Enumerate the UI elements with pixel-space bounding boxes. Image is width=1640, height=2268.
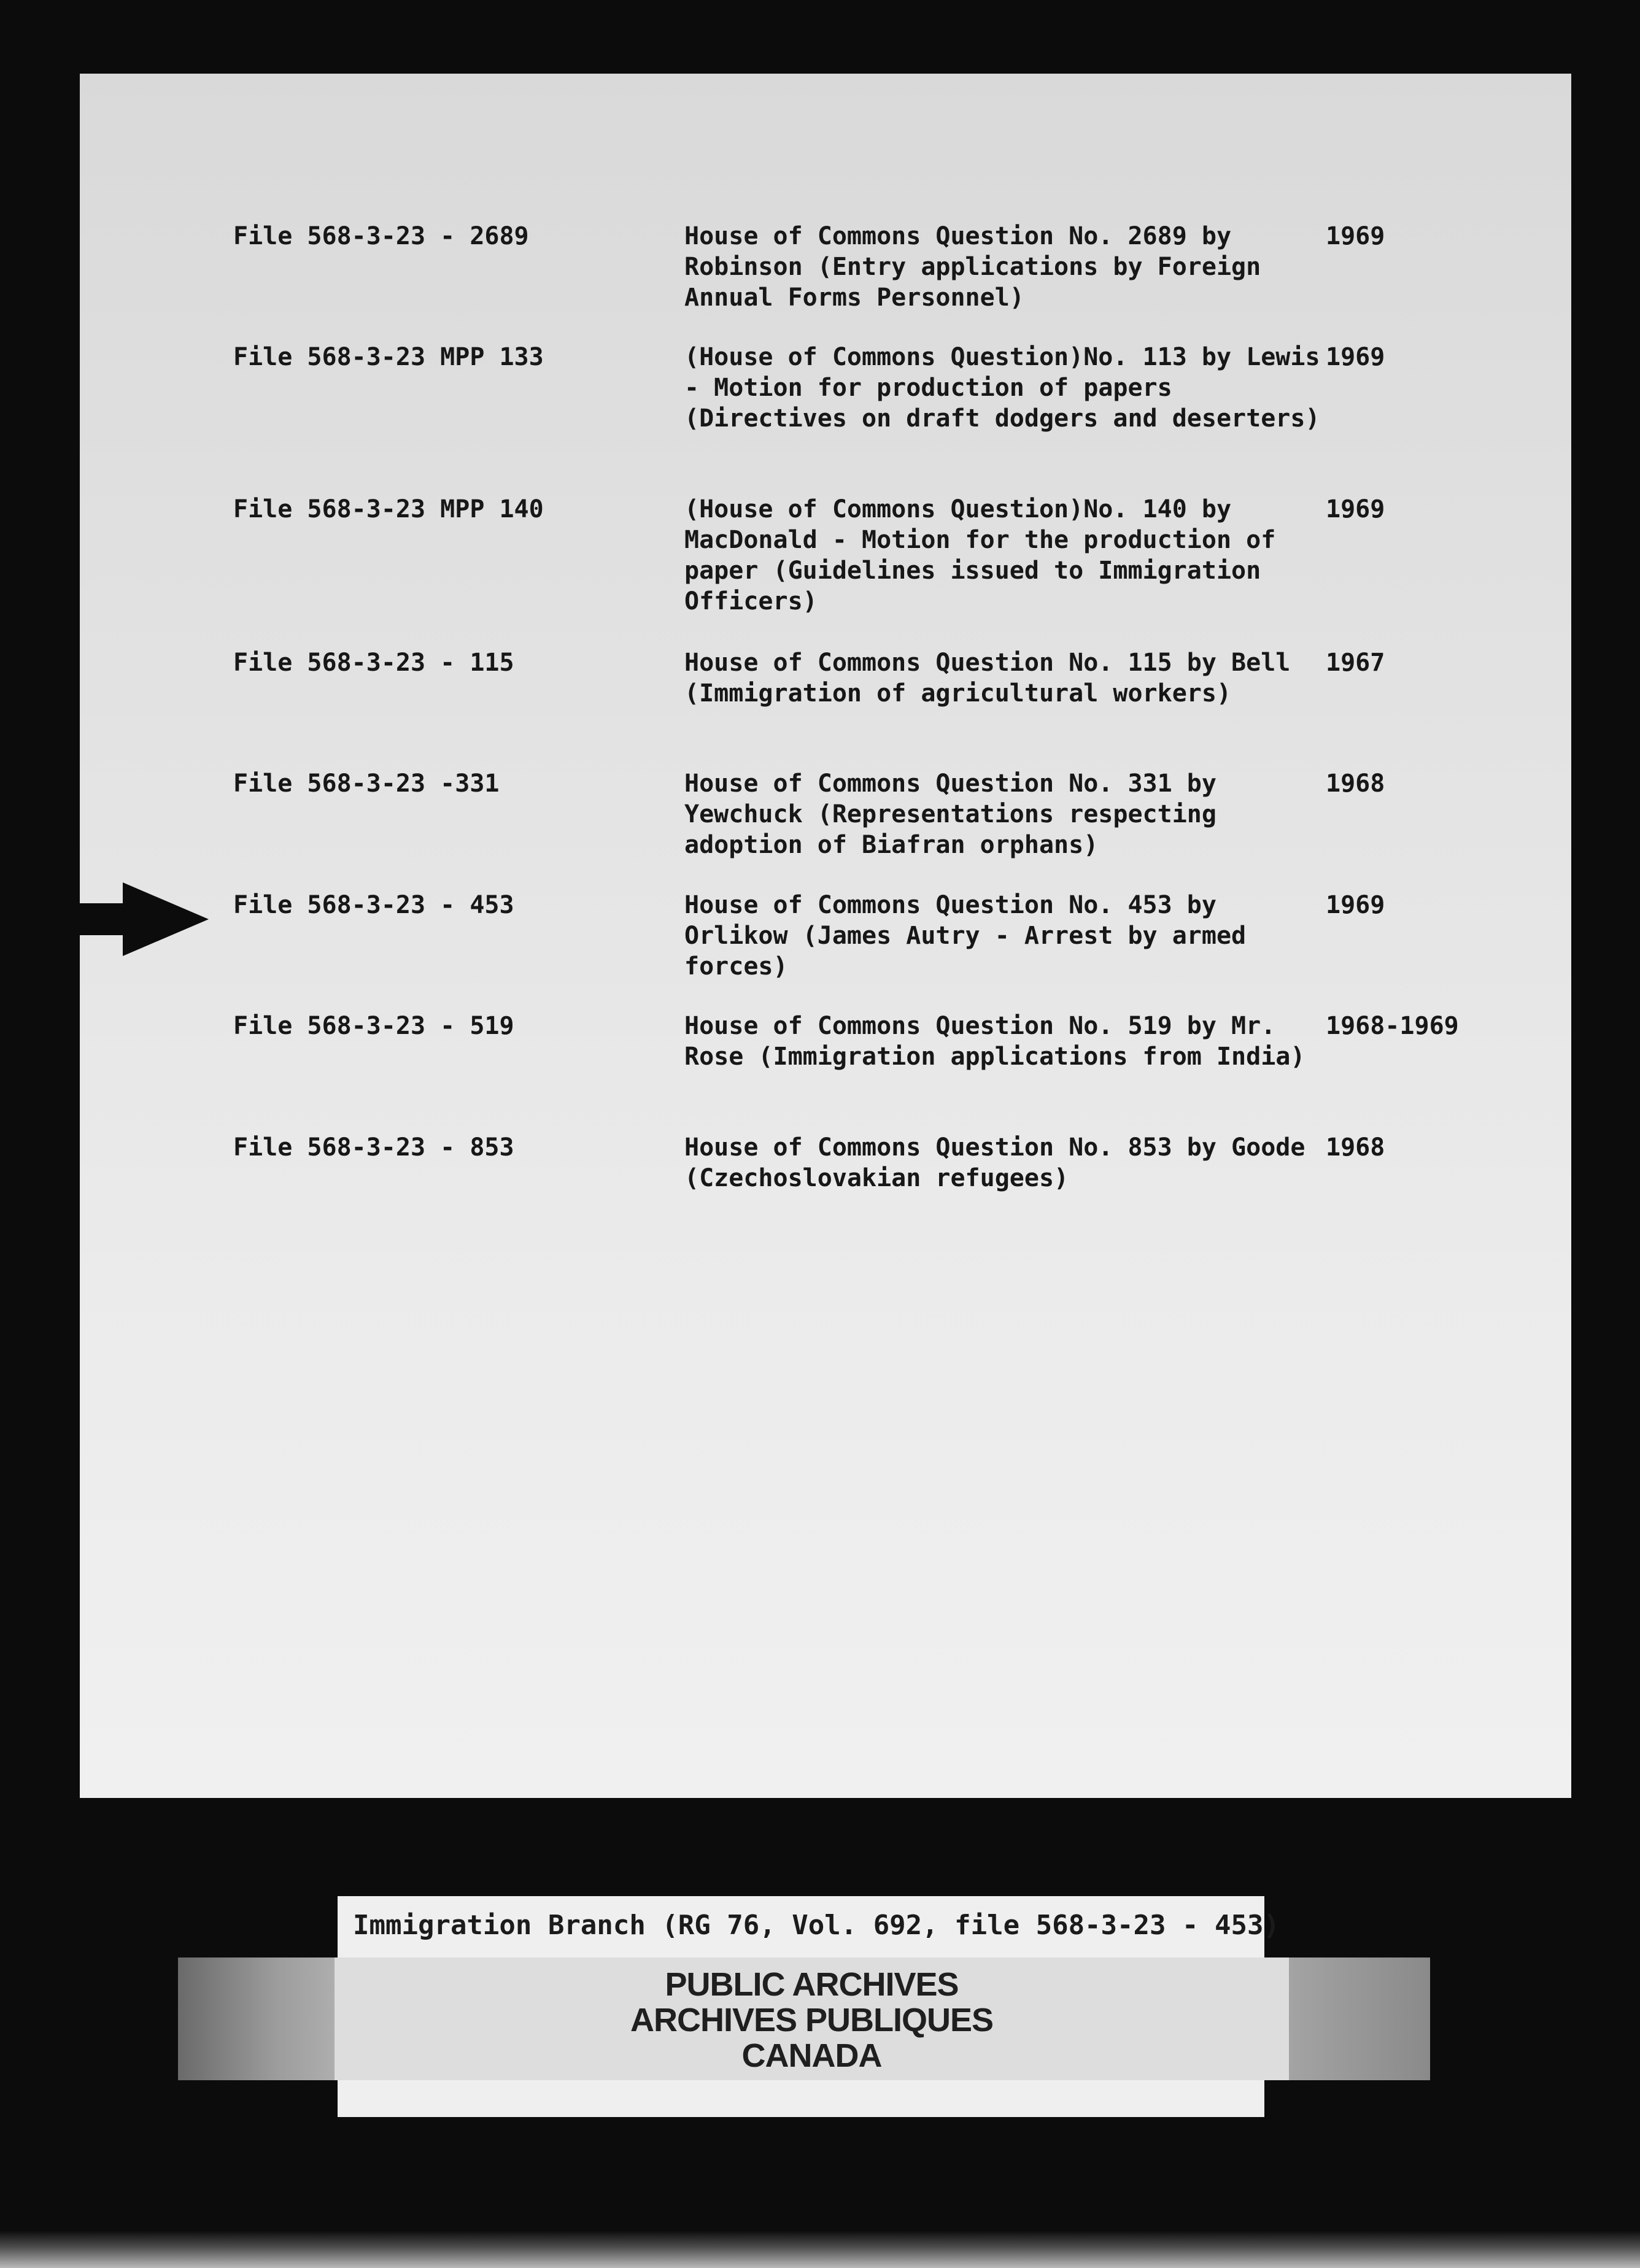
entry-year: 1968-1969 [1326,1012,1459,1040]
entry-description: House of Commons Question No. 453 by Orlikow (James Autry - Arrest by armed forces) [684,891,1247,981]
file-reference: File 568-3-23 MPP 140 [233,495,544,523]
stamp-line-3: CANADA [741,2037,882,2074]
file-reference: File 568-3-23 MPP 133 [233,343,544,371]
entry-description: (House of Commons Question)No. 113 by Lewis - Motion for production of papers (Directives on draft dodgers and deserters) [684,343,1320,433]
archives-stamp [335,1958,1289,2080]
entry-year: 1967 [1326,649,1385,677]
entry-year: 1969 [1326,891,1385,919]
stamp-line-1: PUBLIC ARCHIVES [665,1966,959,2003]
file-reference: File 568-3-23 - 453 [233,891,514,919]
document-page [80,74,1571,1798]
archive-caption: Immigration Branch (RG 76, Vol. 692, file 568-3-23 - 453) [353,1910,1280,1941]
entry-description: House of Commons Question No. 2689 by Robinson (Entry applications by Foreign Annual Forms Personnel) [684,222,1261,312]
entry-year: 1969 [1326,495,1385,523]
entry-description: (House of Commons Question)No. 140 by MacDonald - Motion for the production of paper (Guidelines issued to Immigration Officers) [684,495,1276,615]
file-reference: File 568-3-23 - 519 [233,1012,514,1040]
bottom-edge [0,2231,1640,2268]
pointer-arrow-icon [0,882,209,956]
file-reference: File 568-3-23 - 853 [233,1133,514,1162]
file-reference: File 568-3-23 - 2689 [233,222,529,250]
entry-description: House of Commons Question No. 115 by Bell (Immigration of agricultural workers) [684,649,1291,708]
entry-year: 1968 [1326,1133,1385,1162]
entry-description: House of Commons Question No. 853 by Goode (Czechoslovakian refugees) [684,1133,1305,1192]
entry-year: 1969 [1326,222,1385,250]
entry-year: 1968 [1326,770,1385,798]
file-reference: File 568-3-23 - 115 [233,649,514,677]
entry-description: House of Commons Question No. 519 by Mr. Rose (Immigration applications from India) [684,1012,1305,1071]
entry-description: House of Commons Question No. 331 by Yewchuck (Representations respecting adoption of Biafran orphans) [684,770,1216,859]
stamp-line-2: ARCHIVES PUBLIQUES [630,2002,994,2038]
file-reference: File 568-3-23 -331 [233,770,500,798]
entry-year: 1969 [1326,343,1385,371]
